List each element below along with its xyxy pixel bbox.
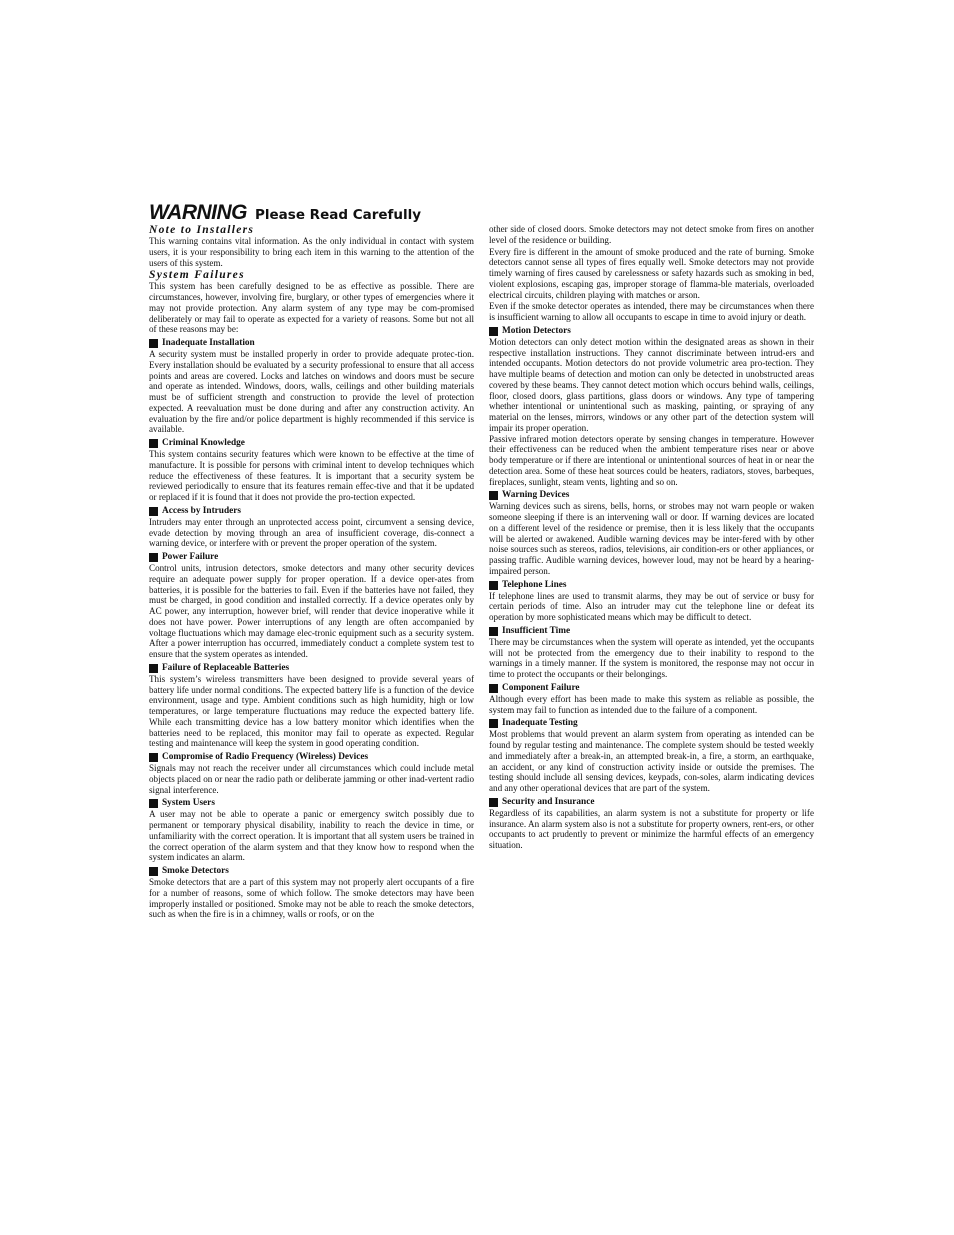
section-body <box>149 809 474 863</box>
section-title <box>149 798 474 809</box>
bullet-square-icon <box>149 439 158 448</box>
section-title <box>489 490 814 501</box>
section-title-text: Failure of Replaceable Batteries <box>162 662 290 673</box>
bullet-square-icon <box>489 327 498 336</box>
section-title <box>149 506 474 517</box>
bullet-square-icon <box>489 581 498 590</box>
bullet-square-icon <box>489 719 498 728</box>
section-body <box>489 694 814 716</box>
section-paragraph: Intruders may enter through an unprotected access point, circumvent a sensing device, evade detection by moving through an area of insufficient coverage, dis-connect a warning device, or interfere with or prevent the proper operation of the system. <box>149 516 474 549</box>
section-paragraph: A user may not be able to operate a panic or emergency switch possibly due to permanent or temporary physical disability, inability to reach the device in time, or unfamiliarity with the correct operation. It is important that all system users be trained in the correct operation of the alarm system and that they know how to respond when the system indicates an alarm. <box>149 809 474 863</box>
bullet-square-icon <box>489 798 498 807</box>
bullet-square-icon <box>149 867 158 876</box>
section-body <box>149 349 474 435</box>
section-title <box>149 752 474 763</box>
bullet-square-icon <box>489 491 498 500</box>
intro-paragraph: This system has been carefully designed to be as effective as possible. There are circumstances, however, involving fire, burglary, or other types of emergencies where it may not provide protection. Any alarm system of any type may be com-promised deliberately or may fail to operate as expected for a variety of reasons. Some but not all of these reasons may be: <box>149 281 474 335</box>
section-paragraph: There may be circumstances when the system will operate as intended, yet the occupants will not be protected from the emergency due to their inability to respond to the warnings in a timely manner. If the system is monitored, the response may not occur in time to protect the occupants or their belongings. <box>489 636 814 679</box>
section-title-text: Motion Detectors <box>502 325 571 336</box>
section-title-text: Insufficient Time <box>502 625 571 636</box>
section-insufficient-time <box>489 626 814 680</box>
intro-heading: Note to Installers <box>149 224 255 236</box>
section-body <box>489 591 814 623</box>
section-title-text: Security and Insurance <box>502 796 595 807</box>
section-title-text: Inadequate Testing <box>502 718 578 729</box>
bullet-square-icon <box>489 627 498 636</box>
section-component-failure <box>489 683 814 716</box>
section-title <box>489 683 814 694</box>
warning-subtitle: Please Read Carefully <box>255 207 422 223</box>
section-motion-detectors <box>489 326 814 488</box>
section-body <box>489 808 814 851</box>
section-title <box>489 718 814 729</box>
section-body <box>149 877 474 920</box>
section-body <box>149 763 474 795</box>
section-smoke-detectors <box>149 866 474 920</box>
section-paragraph: Regardless of its capabilities, an alarm system is not a substitute for property or life insurance. An alarm system also is not a substitute for property owners, rent-ers, or other occupants to act prudently to prevent or minimize the harmful effects of an emergency situation. <box>489 807 814 850</box>
section-title-text: Smoke Detectors <box>162 866 229 876</box>
section-failure-of-replaceable-batteries <box>149 663 474 749</box>
section-paragraph: Control units, intrusion detectors, smoke detectors and many other security devices require an adequate power supply for proper operation. If a device oper-ates from batteries, it is possible for the batteries to fail. Even if the batteries have not failed, they must be charged, in good condition and installed correctly. If a device operates only by AC power, any interruption, however brief, will render that device inoperative while it does not have power. Power interruptions of any length are often accompanied by voltage fluctuations which may damage elec-tronic equipment such as a security system. After a power interruption has occurred, immediately conduct a complete system test to ensure that the system operates as intended. <box>149 563 474 659</box>
section-title <box>489 626 814 637</box>
section-title <box>149 663 474 674</box>
bullet-square-icon <box>489 684 498 693</box>
section-paragraph: If telephone lines are used to transmit alarms, they may be out of service or busy for certain periods of time. Also an intruder may cut the telephone line or defeat its operation by more sophisticated means which may be difficult to detect. <box>489 590 814 622</box>
continuation-paragraph: other side of closed doors. Smoke detectors may not detect smoke from fires on another level of the residence or building. <box>489 224 814 245</box>
section-title-text: Power Failure <box>162 552 219 562</box>
bullet-square-icon <box>149 664 158 673</box>
section-title <box>489 326 814 337</box>
section-title-text: Component Failure <box>502 682 580 693</box>
section-paragraph: Signals may not reach the receiver under all circumstances which could include metal objects placed on or near the radio path or deliberate jamming or other inad-vertent radio signal interference. <box>149 763 474 795</box>
intro-paragraph: This warning contains vital information. As the only individual in contact with system users, it is your responsibility to bring each item in this warning to the attention of the users of this system. <box>149 236 474 268</box>
smoke-detectors-continuation <box>489 224 814 323</box>
section-telephone-lines <box>489 580 814 623</box>
section-title-text: Telephone Lines <box>502 579 567 590</box>
section-title-text: Criminal Knowledge <box>162 438 245 448</box>
section-paragraph: Motion detectors can only detect motion within the designated areas as shown in their respective installation instructions. They cannot discriminate between intrud-ers and intended occupants. Motion detectors do not provide volumetric area pro-tection. They have multiple beams of detection and motion can only be detected in unobstructed areas covered by these beams. They cannot detect motion which occurs behind walls, ceilings, floor, closed doors, glass partitions, glass doors or windows. Any type of tampering whether intentional or unintentional such as masking, painting, or spraying of any material on the lenses, mirrors, windows or any other part of the detection system will impair its proper operation. <box>489 336 814 433</box>
section-criminal-knowledge <box>149 438 474 503</box>
section-title <box>149 866 474 877</box>
warning-title: WARNING <box>149 201 247 224</box>
section-body <box>149 517 474 549</box>
continuation-paragraph: Every fire is different in the amount of smoke produced and the rate of burning. Smoke detectors cannot sense all types of fires equally well. Smoke detectors may not provide timely warning of fires caused by carelessness or safety hazards such as smoking in bed, violent explosions, escaping gas, improper storage of flamma-ble materials, overloaded electrical circuits, children playing with matches or arson. <box>489 246 814 300</box>
section-body <box>489 729 814 794</box>
section-body <box>149 674 474 749</box>
section-title-text: Compromise of Radio Frequency (Wireless) Devices <box>162 752 369 762</box>
section-power-failure <box>149 552 474 660</box>
section-title <box>489 580 814 591</box>
section-paragraph: A security system must be installed properly in order to provide adequate protec-tion. Every installation should be evaluated by a security professional to ensure that all access points and areas are covered. Locks and latches on windows and doors must be secure and operate as intended. Windows, doors, walls, ceilings and other building materials must be of sufficient strength and construction to provide the level of protection expected. A reevaluation must be done during and after any construction activity. An evaluation by the fire and/or police department is highly recommended if this service is available. <box>149 349 474 435</box>
section-paragraph: This system contains security features which were known to be effective at the time of manufacture. It is possible for persons with criminal intent to develop techniques which reduce the effectiveness of these features. It is important that a security system be reviewed periodically to ensure that its features remain effec-tive and that it be updated or replaced if it is found that it does not provide the pro-tection expected. <box>149 449 474 502</box>
section-title <box>149 338 474 349</box>
section-paragraph: Warning devices such as sirens, bells, horns, or strobes may not warn people or waken someone sleeping if there is an intervening wall or door. If warning devices are located on a different level of the residence or premise, then it is less likely that the occupants will be alerted or awakened. Audible warning devices may be inter-fered with by other noise sources such as stereos, radios, televisions, air condition-ers or other appliances, or passing traffic. Audible warning devices, however loud, may not be heard by a hearing-impaired person. <box>489 501 814 576</box>
section-warning-devices <box>489 490 814 576</box>
section-access-by-intruders <box>149 506 474 549</box>
section-security-and-insurance <box>489 797 814 851</box>
bullet-square-icon <box>149 339 158 348</box>
section-title-text: Warning Devices <box>502 490 570 501</box>
warning-header <box>149 201 421 225</box>
section-paragraph: Smoke detectors that are a part of this system may not properly alert occupants of a fire for a number of reasons, some of which follow. The smoke detectors may have been improperly installed or positioned. Smoke may not be able to reach the smoke detectors, such as when the fire is in a chimney, walls or roofs, or on the <box>149 877 474 920</box>
bullet-square-icon <box>149 507 158 516</box>
section-title-text: Inadequate Installation <box>162 338 255 348</box>
section-title <box>149 438 474 449</box>
section-body <box>149 449 474 503</box>
section-compromise-of-radio-frequency-wireless-devices <box>149 752 474 795</box>
left-sections <box>149 338 474 920</box>
section-title <box>149 552 474 563</box>
section-paragraph: Most problems that would prevent an alarm system from operating as intended can be found by regular testing and maintenance. The complete system should be tested weekly and immediately after a break-in, an attempted break-in, a fire, a storm, an earthquake, an accident, or any kind of construction activity inside or outside the premises. The testing should include all sensing devices, keypads, con-soles, alarm indicating devices and any other operational devices that are part of the system. <box>489 729 814 793</box>
section-inadequate-testing <box>489 718 814 794</box>
section-system-users <box>149 798 474 863</box>
right-column <box>489 224 814 851</box>
bullet-square-icon <box>149 553 158 562</box>
section-paragraph: Although every effort has been made to make this system as reliable as possible, the system may fail to function as intended due to the failure of a component. <box>489 693 814 715</box>
bullet-square-icon <box>149 799 158 808</box>
section-title-text: Access by Intruders <box>162 505 242 516</box>
section-inadequate-installation <box>149 338 474 435</box>
intro-heading: System Failures <box>149 269 245 282</box>
section-body <box>489 337 814 488</box>
section-paragraph: This system’s wireless transmitters have been designed to provide several years of battery life under normal conditions. The expected battery life is a function of the device environment, usage and type. Ambient conditions such as high humidity, high or low temperatures, or large temperature fluctuations may reduce the expected battery life. While each transmitting device has a low battery monitor which identifies when the batteries need to be replaced, this monitor may fail to operate as expected. Regular testing and maintenance will keep the system in good operating condition. <box>149 673 474 749</box>
section-body <box>489 637 814 680</box>
continuation-paragraph: Even if the smoke detector operates as intended, there may be circumstances when there is insufficient warning to allow all occupants to escape in time to avoid injury or death. <box>489 301 814 322</box>
right-sections <box>489 326 814 851</box>
section-body <box>489 501 814 576</box>
section-body <box>149 563 474 660</box>
section-paragraph: Passive infrared motion detectors operate by sensing changes in temperature. However their effectiveness can be reduced when the ambient temperature rises near or above body temperature or if there are intentional or unintentional sources of heat in or near the detection area. Some of these heat sources could be heaters, radiators, stoves, barbeques, fireplaces, sunlight, steam vents, lighting and so on. <box>489 433 814 487</box>
section-title-text: System Users <box>162 798 215 809</box>
left-column <box>149 224 474 920</box>
section-title <box>489 797 814 808</box>
bullet-square-icon <box>149 753 158 762</box>
